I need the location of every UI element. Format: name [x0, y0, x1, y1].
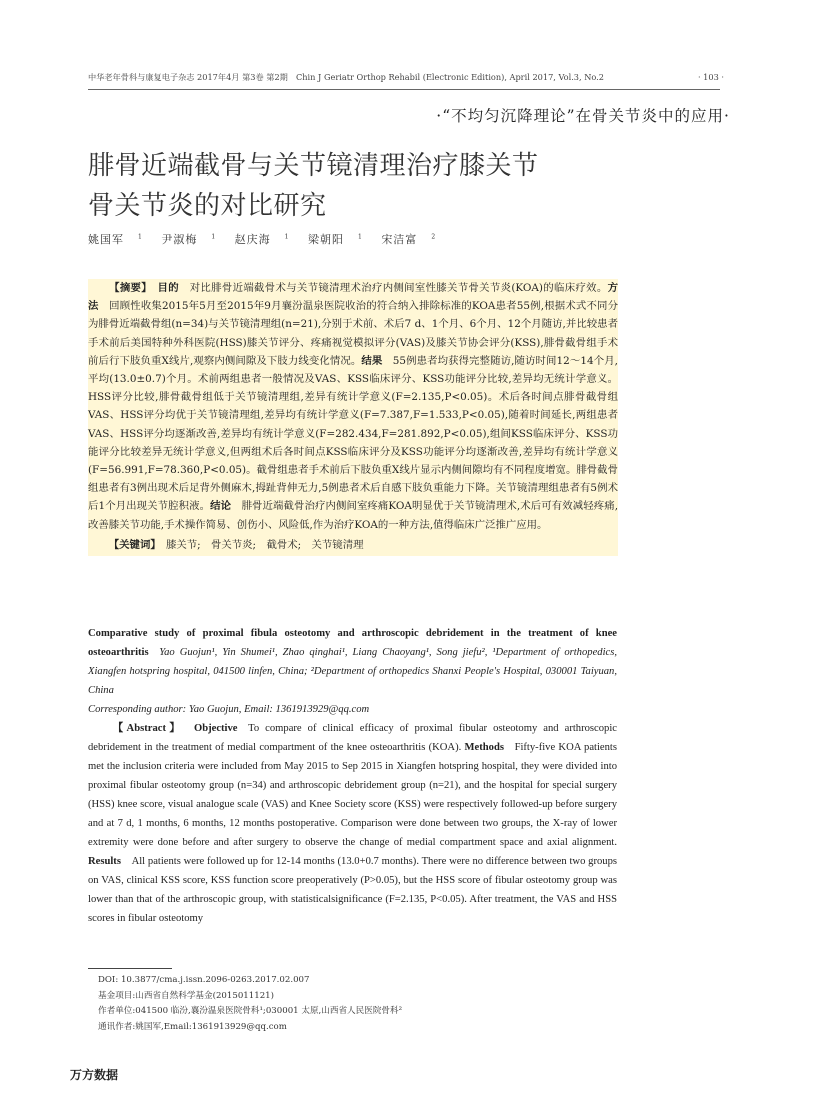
footnote-correspondence: 通讯作者:姚国军,Email:1361913929@qq.com: [98, 1021, 287, 1032]
methods-text: 回顾性收集2015年5月至2015年9月襄汾温泉医院收治的符合纳入排除标准的KOA患者55例,根据术式不同分为腓骨近端截骨组(n=34)与关节镜清理组(n=21),分别于术前、术后7 d、1个月、6个月、12个月随访,并比较患者手术前后美国特种外科医院(HSS)膝关节评分、疼痛视觉模拟评分(VAS)及膝关节协会评分(KSS),腓骨截骨组手术前后行下肢负重X线片,观察内侧间隙及下肢力线变化情况。: [88, 300, 619, 367]
title-line-2: 骨关节炎的对比研究: [88, 191, 327, 221]
footnote-doi: DOI: 10.3877/cma.j.issn.2096-0263.2017.02.007: [98, 975, 310, 985]
author-sup: 1: [284, 233, 290, 241]
author-name: 尹淑梅: [161, 233, 198, 246]
author-sup: 1: [357, 233, 363, 241]
abstract-cn-body: [88, 279, 618, 534]
footnote-fund: 基金项目:山西省自然科学基金(2015011121): [98, 990, 274, 1001]
en-label-abstract: 【Abstract】: [109, 723, 184, 734]
en-title-block: [88, 624, 617, 700]
title-line-1: 腓骨近端截骨与关节镜清理治疗膝关节: [88, 151, 539, 181]
corresponding-text: Corresponding author: Yao Guojun, Email: 1361913929@qq.com: [88, 704, 370, 715]
author-sup: 1: [211, 233, 217, 241]
author: [308, 233, 363, 246]
label-conclusion: 结论: [210, 500, 232, 513]
header-rule: [88, 89, 720, 90]
en-label-methods: Methods: [464, 742, 504, 753]
author-sup: 1: [138, 233, 143, 241]
running-header: [88, 72, 724, 83]
objective-text: 对比腓骨近端截骨术与关节镜清理术治疗内侧间室性膝关节骨关节炎(KOA)的临床疗效。: [189, 282, 608, 294]
watermark: 万方数据: [70, 1068, 119, 1082]
abstract-chinese: [88, 279, 618, 556]
column-title: ·“不均匀沉降理论”在骨关节炎中的应用·: [436, 107, 730, 125]
en-objective-text: To compare of clinical efficacy of proximal fibular osteotomy and arthroscopic debridement in the treatment of medial compartment of the knee osteoarthritis (KOA).: [88, 723, 617, 753]
journal-header: 中华老年骨科与康复电子杂志 2017年4月 第3卷 第2期 Chin J Geriatr Orthop Rehabil (Electronic Edition), April 2017, Vol.3, No.2: [88, 72, 604, 82]
author-list: [88, 231, 450, 247]
author: [88, 233, 143, 246]
author: [235, 233, 290, 246]
label-results: 结果: [361, 354, 383, 367]
label-objective: 目的: [157, 282, 179, 294]
en-corresponding: [88, 700, 617, 719]
abstract-english: [88, 624, 617, 928]
author-name: 姚国军: [88, 233, 124, 246]
author: [161, 233, 216, 246]
article-title: [88, 146, 648, 226]
footnote-rule: [88, 968, 172, 969]
author: [381, 233, 436, 246]
author-name: 宋洁富: [381, 233, 418, 246]
author-name: 梁朝阳: [307, 233, 344, 246]
en-results-text: All patients were followed up for 12-14 months (13.0+0.7 months). There were no difference between two groups on VAS, clinical KSS score, KSS function score preoperatively (P>0.05), but the HSS score of fibular osteotomy group was lower than that of the arthroscopic group, with statisticalsignificance (F=2.135, P<0.05). After treatment, the VAS and HSS scores in fibular osteotomy: [88, 856, 617, 924]
author-name: 赵庆海: [234, 233, 271, 246]
en-abstract-body: [88, 719, 617, 928]
author-sup: 2: [431, 233, 437, 241]
label-keywords: 【关键词】: [108, 538, 161, 551]
en-authors: Yao Guojun¹, Yin Shumei¹, Zhao qinghai¹, Liang Chaoyang¹, Song jiefu², ¹Department of orthopedics, Xiangfen hotspring hospital, 041500 linfen, China; ²Department of orthopedics Shanxi People's Hospital, 030001 Taiyuan, China: [88, 647, 617, 696]
label-methods: 方法: [88, 282, 619, 313]
en-title: Comparative study of proximal fibula osteotomy and arthroscopic debridement in the treatment of knee osteoarthritis: [88, 628, 617, 658]
keywords-line: [88, 536, 618, 554]
footnotes: [98, 973, 402, 1035]
results-text: 55例患者均获得完整随访,随访时间12～14个月,平均(13.0±0.7)个月。术前两组患者一般情况及VAS、KSS临床评分、KSS功能评分比较,差异均无统计学意义。HSS评分比较,腓骨截骨组低于关节镜清理组,差异有统计学意义(F=2.135,P<0.05)。术后各时间点腓骨截骨组VAS、HSS评分均优于关节镜清理组,差异均有统计学意义(F=7.387,F=1.533,P<0.05),随着时间延长,两组患者VAS、HSS评分均逐渐改善,差异均有统计学意义(F=282.434,F=281.892,P<0.05),组间KSS临床评分、KSS功能评分比较差异无统计学意义,但两组术后各时间点KSS临床评分及KSS功能评分均逐渐改善,差异均有统计学意义(F=56.991,F=78.360,P<0.05)。截骨组患者手术前后下肢负重X线片显示内侧间隙均有不同程度增宽。腓骨截骨组患者有3例出现术后足背外侧麻木,拇趾背伸无力,5例患者术后自感下肢负重能力下降。关节镜清理组患者有5例术后1个月出现关节腔积液。: [88, 354, 618, 513]
en-methods-text: Fifty-five KOA patients met the inclusion criteria were included from May 2015 to Sep 2015 in Xiangfen hotspring hospital, they were divided into proximal fibular osteotomy group (n=34) and arthroscopic debridement group (n=21), and the hospital for special surgery (HSS) knee score, visual analogue scale (VAS) and Knee Society score (KSS) were respectively followed-up before surgery and at 7 d, 1 months, 6 months, 12 months postoperative. Comparison were done between two groups, the X-ray of lower extremity were done before and after surgery to observe the change of medial compartment space and axial alignment.: [88, 742, 617, 848]
label-abstract: 【摘要】: [108, 282, 152, 294]
en-label-results: Results: [88, 856, 121, 867]
keywords-text: 膝关节; 骨关节炎; 截骨术; 关节镜清理: [165, 538, 364, 551]
footnote-affiliation: 作者单位:041500 临汾,襄汾温泉医院骨科¹;030001 太原,山西省人民医院骨科²: [98, 1006, 403, 1016]
page-number: · 103 ·: [697, 72, 724, 82]
conclusion-text: 腓骨近端截骨治疗内侧间室疼痛KOA明显优于关节镜清理术,术后可有效减轻疼痛,改善膝关节功能,手术操作简易、创伤小、风险低,作为治疗KOA的一种方法,值得临床广泛推广应用。: [88, 500, 618, 531]
en-label-objective: Objective: [193, 723, 238, 734]
